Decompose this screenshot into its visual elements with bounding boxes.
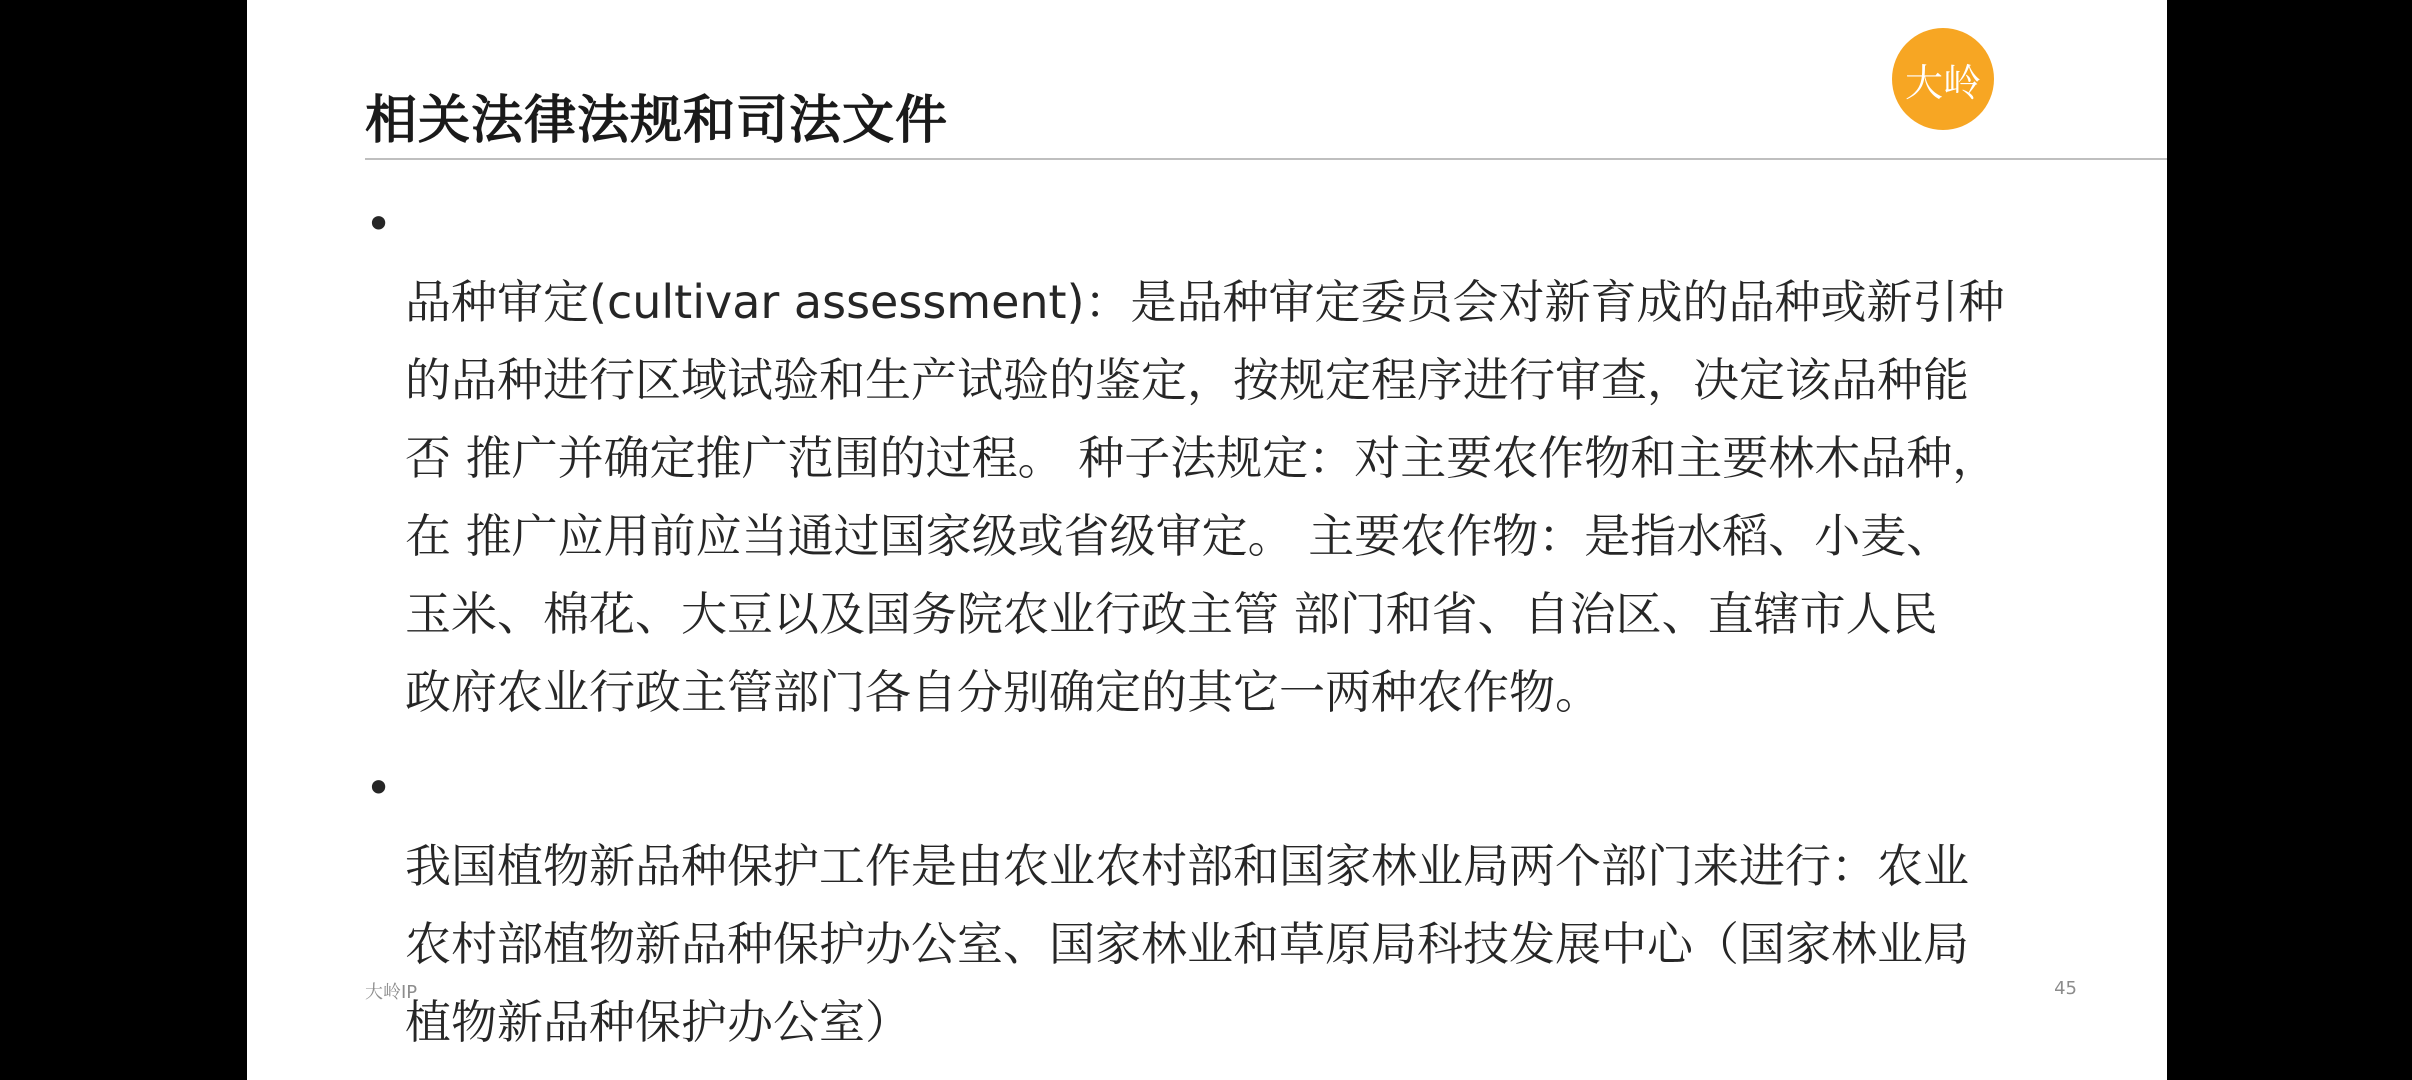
bullet-item [365, 185, 2045, 731]
slide-title: 相关法律法规和司法文件 [365, 91, 949, 151]
bullet-item [365, 749, 2045, 1061]
slide [247, 0, 2167, 1080]
slide-content [365, 185, 2045, 1079]
title-divider [365, 158, 2167, 160]
bullet-dot: • [365, 197, 393, 251]
footer-source: 大岭IP [365, 982, 418, 1003]
page-number: 45 [2054, 978, 2077, 999]
logo [1892, 28, 1994, 130]
bullet-text: 品种审定(cultivar assessment)：是品种审定委员会对新育成的品种或新引种 的品种进行区域试验和生产试验的鉴定，按规定程序进行审查，决定该品种能 否 推广并确定推广范围的过程。 种子法规定：对主要农作物和主要林木品种， 在 推广应用前应当通过国家级或省级审定。 主要农作物：是指水稻、小麦、 玉米、棉花、大豆以及国务院农业行政主管 部门和省、自治区、直辖市人民 政府农业行政主管部门各自分别确定的其它一两种农作物。 [405, 275, 2005, 719]
logo-text: 大岭 [1904, 60, 1981, 105]
bullet-dot: • [365, 761, 393, 815]
bullet-text: 我国植物新品种保护工作是由农业农村部和国家林业局两个部门来进行：农业 农村部植物新品种保护办公室、国家林业和草原局科技发展中心（国家林业局 植物新品种保护办公室） [405, 839, 1969, 1049]
